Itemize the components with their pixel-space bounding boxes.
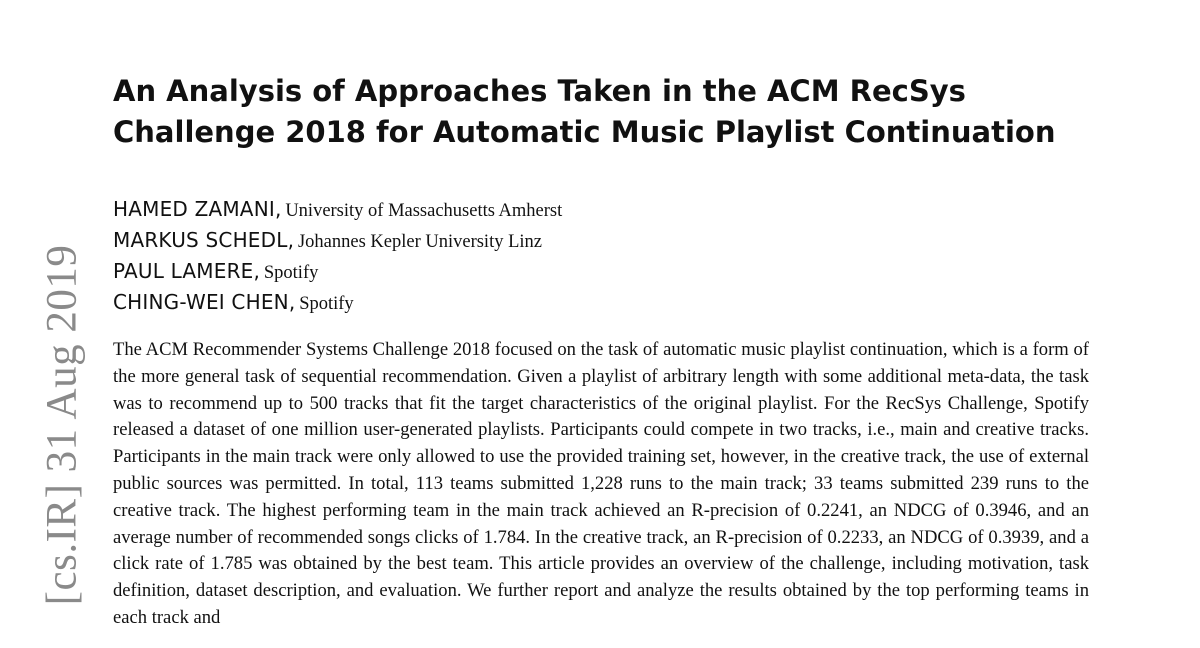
paper-title: An Analysis of Approaches Taken in the ACM RecSys Challenge 2018 for Automatic Music Playlist Continuation bbox=[113, 74, 1056, 149]
author-separator: , bbox=[253, 259, 260, 283]
author-affiliation: University of Massachusetts Amherst bbox=[285, 201, 563, 221]
author-name: MARKUS SCHEDL bbox=[113, 228, 288, 252]
author-affiliation: Spotify bbox=[299, 294, 354, 314]
author-affiliation: Spotify bbox=[263, 263, 319, 283]
abstract-text: The ACM Recommender Systems Challenge 2018 focused on the task of automatic music playlist continuation, which is a form of the more general task of sequential recommendation. Given a playlist of arbitrary length with some additional meta-data, the task was to recommend up to 500 tracks that fit the target characteristics of the original playlist. For the RecSys Challenge, Spotify released a dataset of one million user-generated playlists. Participants could compete in two tracks, i.e., main and creative tracks. Participants in the main track were only allowed to use the provided training set, however, in the creative track, the use of external public sources was permitted. In total, 113 teams submitted 1,228 runs to the main track; 33 teams submitted 239 runs to the creative track. The highest performing team in the main track achieved an R-precision of 0.2241, an NDCG of 0.3946, and an average number of recommended songs clicks of 1.784. In the creative track, an R-precision of 0.2233, an NDCG of 0.3939, and a click rate of 1.785 was obtained by the best team. This article provides an overview of the challenge, including motivation, task definition, dataset description, and evaluation. We further report and analyze the results obtained by the top performing teams in each track and bbox=[113, 339, 1089, 628]
author-name: CHING-WEI CHEN bbox=[113, 290, 289, 314]
author-separator: , bbox=[287, 228, 294, 252]
author-separator: , bbox=[288, 290, 296, 314]
author-name: HAMED ZAMANI bbox=[113, 197, 275, 221]
author-list bbox=[113, 194, 1013, 318]
arxiv-side-stamp: [cs.IR] 31 Aug 2019 bbox=[38, 244, 86, 606]
author-name: PAUL LAMERE bbox=[113, 259, 254, 283]
author-separator: , bbox=[274, 197, 282, 221]
author-entry bbox=[113, 256, 1013, 287]
author-entry bbox=[113, 225, 1013, 256]
author-entry bbox=[113, 194, 1013, 225]
author-affiliation: Johannes Kepler University Linz bbox=[297, 232, 542, 252]
author-entry bbox=[113, 287, 1013, 318]
